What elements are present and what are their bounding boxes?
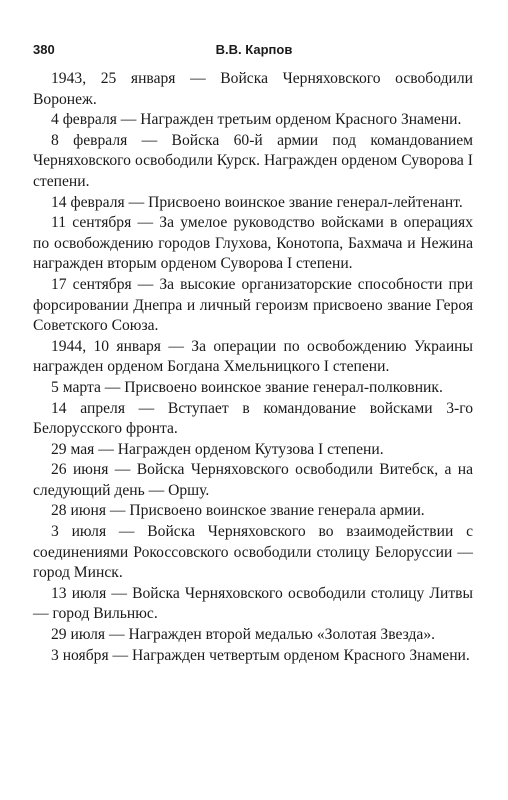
chronology-entry: 1944, 10 января — За операции по освобождению Украины награжден орденом Богдана Хмельницкого I степени. [33, 337, 473, 376]
chronology-entry: 29 мая — Награжден орденом Кутузова I степени. [51, 440, 384, 458]
chronology-entry: 3 июля — Войска Черняховского во взаимодействии с соединениями Рокоссовского освободили столицу Белоруссии — город Минск. [33, 523, 473, 582]
chronology-text [33, 69, 473, 666]
running-title: В.В. Карпов [215, 42, 293, 57]
chronology-entry: 14 апреля — Вступает в командование войсками 3-го Белорусского фронта. [33, 399, 473, 438]
running-head [33, 42, 475, 62]
chronology-entry: 13 июля — Войска Черняховского освободили столицу Литвы — город Вильнюс. [33, 584, 473, 623]
page-number: 380 [33, 42, 55, 57]
chronology-entry: 1943, 25 января — Войска Черняховского освободили Воронеж. [33, 70, 473, 108]
chronology-entry: 14 февраля — Присвоено воинское звание генерал-лейтенант. [51, 193, 463, 211]
chronology-entry: 29 июля — Награжден второй медалью «Золотая Звезда». [51, 626, 436, 644]
chronology-entry: 3 ноября — Награжден четвертым орденом Красного Знамени. [51, 646, 470, 664]
chronology-entry: 17 сентября — За высокие организаторские способности при форсировании Днепра и личный героизм присвоено звание Героя Советского Союза. [33, 275, 473, 335]
chronology-entry: 5 марта — Присвоено воинское звание генерал-полковник. [51, 378, 443, 396]
chronology-entry: 4 февраля — Награжден третьим орденом Красного Знамени. [51, 111, 462, 129]
chronology-entry: 8 февраля — Войска 60-й армии под командованием Черняховского освободили Курск. Награжден орденом Суворова I степени. [33, 131, 473, 190]
chronology-entry: 26 июня — Войска Черняховского освободили Витебск, а на следующий день — Оршу. [33, 461, 473, 499]
chronology-entry: 28 июня — Присвоено воинское звание генерала армии. [51, 502, 425, 520]
chronology-entry: 11 сентября — За умелое руководство войсками в операциях по освобождению городов Глухова, Конотопа, Бахмача и Нежина награжден вторым орденом Суворова I степени. [33, 214, 473, 273]
